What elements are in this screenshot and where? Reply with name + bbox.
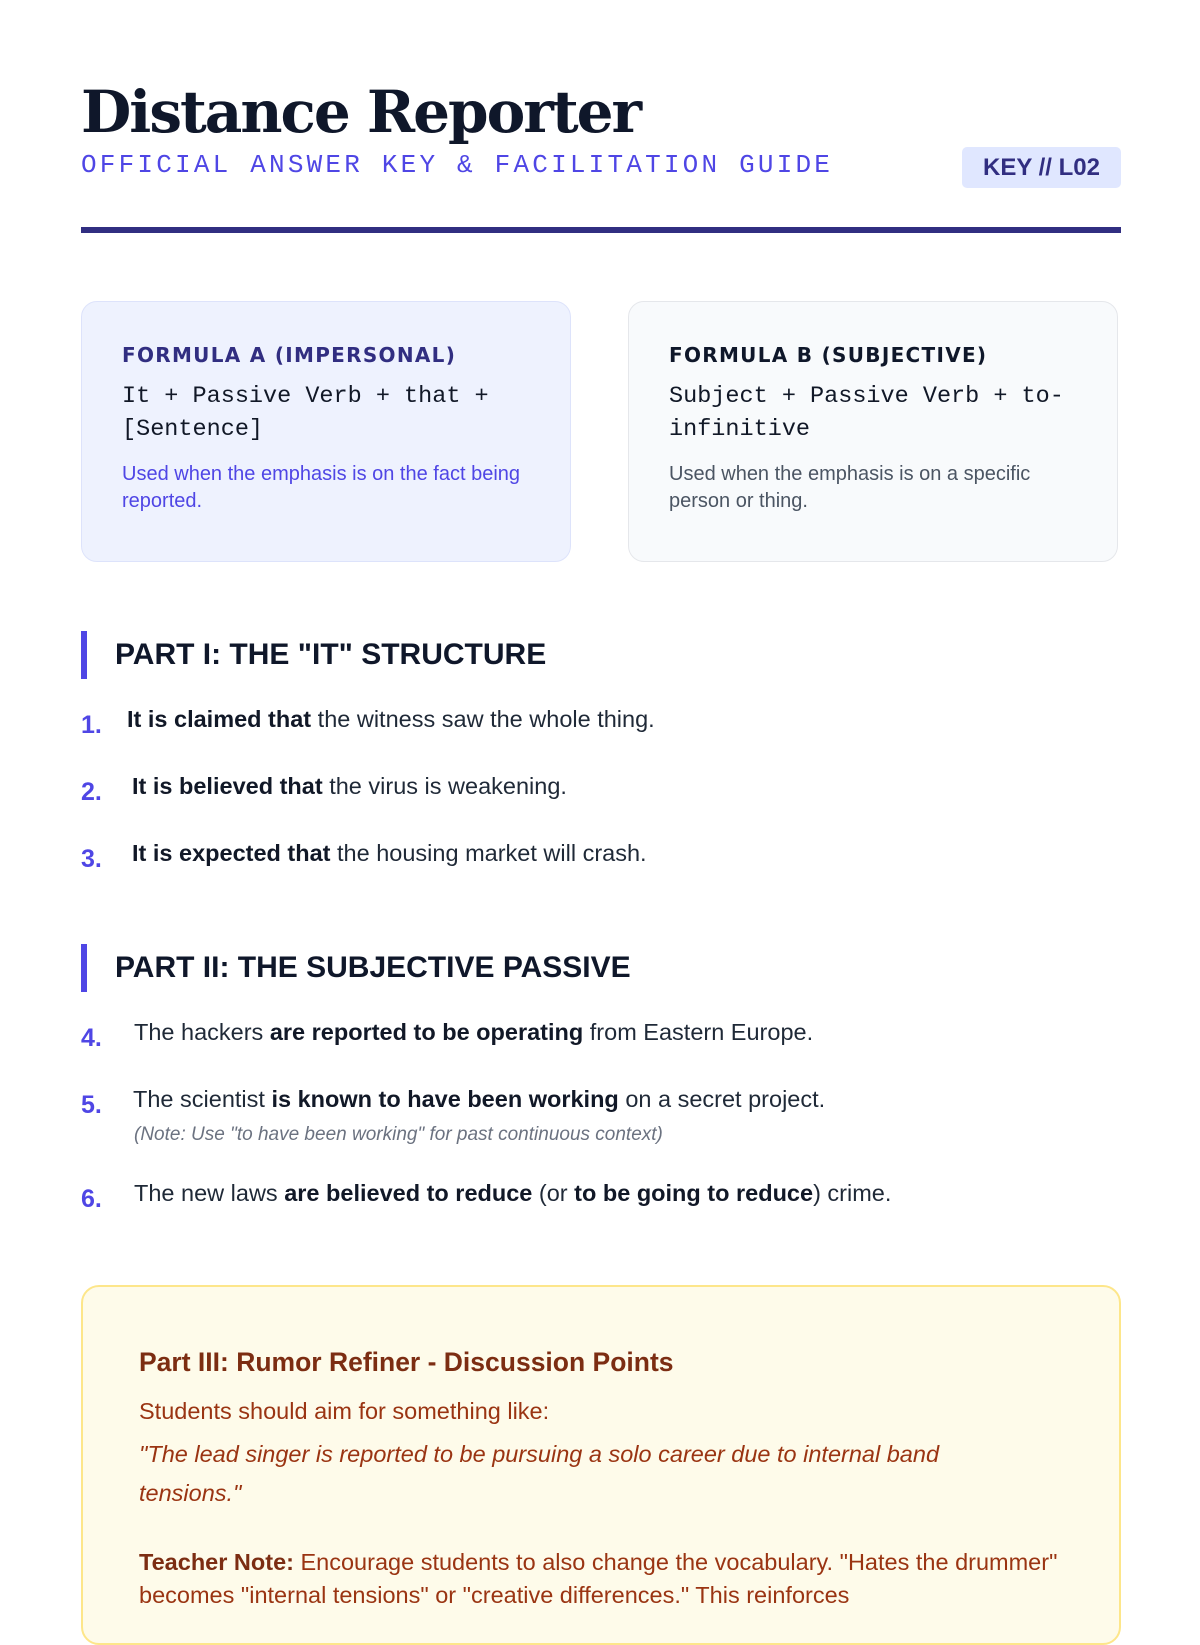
key-badge: KEY // L02 xyxy=(962,147,1121,188)
item-text xyxy=(132,840,647,867)
teacher-note-text: Encourage students to also change the vocabulary. "Hates the drummer" becomes "internal tensions" or "creative differences." This reinforces xyxy=(139,1549,1058,1608)
page-subtitle: OFFICIAL ANSWER KEY & FACILITATION GUIDE xyxy=(81,150,834,180)
item-rest: the housing market will crash. xyxy=(330,840,647,866)
item-text xyxy=(134,1019,813,1046)
item-mid: (or xyxy=(532,1180,575,1206)
item-key-phrase: It is believed that xyxy=(132,773,323,799)
formula-a-heading: FORMULA A (IMPERSONAL) xyxy=(122,343,457,367)
discussion-intro: Students should aim for something like: xyxy=(139,1398,550,1424)
item-rest: the virus is weakening. xyxy=(322,773,567,799)
item-key-phrase: is known to have been working xyxy=(271,1086,619,1112)
item-key-phrase: are reported to be operating xyxy=(269,1019,584,1045)
item-pre: The hackers xyxy=(134,1019,270,1045)
item-pre: The new laws xyxy=(134,1180,285,1206)
formula-a-expression: It + Passive Verb + that + [Sentence] xyxy=(122,383,489,443)
item-number: 3. xyxy=(81,845,102,873)
item-text xyxy=(134,1180,891,1207)
item-number: 5. xyxy=(81,1091,102,1119)
item-key-phrase: are believed to reduce xyxy=(284,1180,533,1206)
discussion-box xyxy=(81,1285,1121,1645)
header-divider xyxy=(81,227,1121,233)
part-2-header xyxy=(81,944,1121,992)
item-post: from Eastern Europe. xyxy=(583,1019,814,1045)
item-key-phrase: It is claimed that xyxy=(127,706,312,732)
item-number: 2. xyxy=(81,778,102,806)
item-number: 6. xyxy=(81,1185,102,1213)
item-text xyxy=(132,773,567,800)
item-note: (Note: Use "to have been working" for past continuous context) xyxy=(134,1124,663,1145)
teacher-note xyxy=(139,1546,1067,1612)
part-1-header xyxy=(81,631,1121,679)
item-post: ) crime. xyxy=(813,1180,892,1206)
item-text xyxy=(127,706,655,733)
formula-a-card xyxy=(81,301,571,562)
item-pre: The scientist xyxy=(133,1086,272,1112)
item-post: on a secret project. xyxy=(618,1086,826,1112)
item-number: 4. xyxy=(81,1024,102,1052)
formula-b-heading: FORMULA B (SUBJECTIVE) xyxy=(669,343,988,367)
formula-b-expression: Subject + Passive Verb + to-infinitive xyxy=(669,383,1064,443)
part-2-title: PART II: THE SUBJECTIVE PASSIVE xyxy=(115,951,631,984)
part-1-title: PART I: THE "IT" STRUCTURE xyxy=(115,638,547,671)
discussion-example-quote: "The lead singer is reported to be pursuing a solo career due to internal band tensions." xyxy=(139,1441,940,1506)
section-accent-bar xyxy=(81,631,87,679)
item-number: 1. xyxy=(81,711,102,739)
formula-b-note: Used when the emphasis is on a specific person or thing. xyxy=(669,463,1031,512)
formula-b-card xyxy=(628,301,1118,562)
formula-a-note: Used when the emphasis is on the fact being reported. xyxy=(122,463,521,512)
section-accent-bar xyxy=(81,944,87,992)
discussion-title: Part III: Rumor Refiner - Discussion Points xyxy=(139,1347,674,1377)
item-text xyxy=(133,1086,825,1113)
item-alt-phrase: to be going to reduce xyxy=(574,1180,814,1206)
item-rest: the witness saw the whole thing. xyxy=(311,706,655,732)
teacher-note-label: Teacher Note: xyxy=(139,1549,294,1575)
page-title: Distance Reporter xyxy=(81,78,641,146)
item-key-phrase: It is expected that xyxy=(132,840,331,866)
